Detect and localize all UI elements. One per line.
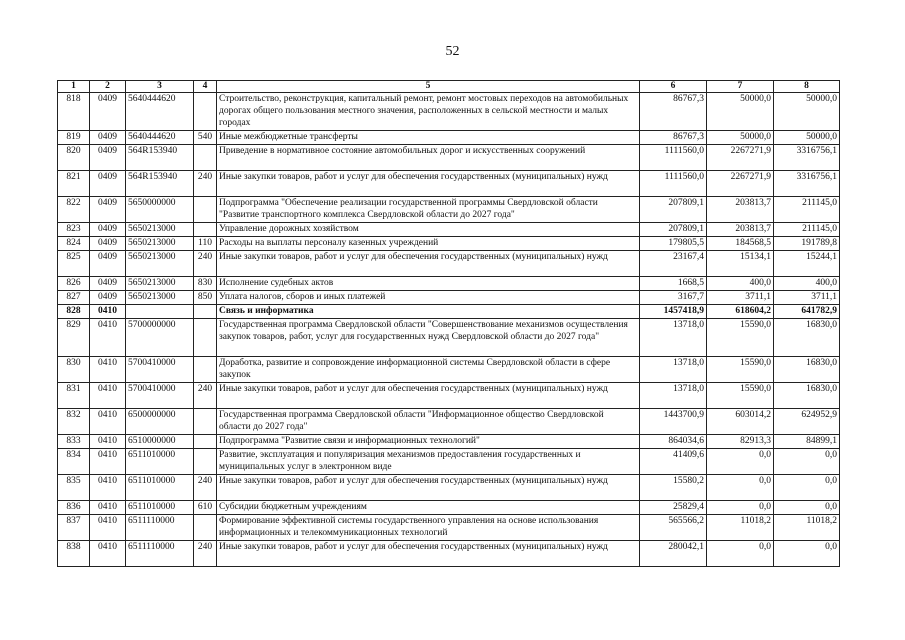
amount-col-8: 84899,1 [774,435,840,449]
amount-col-7: 2267271,9 [707,145,774,171]
amount-col-6: 565566,2 [640,515,707,541]
target-article-code: 5650213000 [126,277,194,291]
budget-table [57,80,840,567]
table-row [58,357,840,383]
item-name: Управление дорожных хозяйством [217,223,640,237]
expense-type-code: 240 [194,541,217,567]
amount-col-7: 50000,0 [707,93,774,131]
header-col-7: 7 [707,81,774,93]
header-col-4: 4 [194,81,217,93]
target-article-code: 5700410000 [126,357,194,383]
amount-col-8: 3316756,1 [774,145,840,171]
amount-col-6: 15580,2 [640,475,707,501]
expense-type-code: 830 [194,277,217,291]
expense-type-code: 240 [194,383,217,409]
section-code: 0410 [90,305,126,319]
amount-col-7: 618604,2 [707,305,774,319]
row-number: 821 [58,171,90,197]
row-number: 819 [58,131,90,145]
section-code: 0409 [90,223,126,237]
row-number: 823 [58,223,90,237]
section-code: 0410 [90,357,126,383]
expense-type-code [194,223,217,237]
row-number: 833 [58,435,90,449]
expense-type-code: 540 [194,131,217,145]
amount-col-7: 203813,7 [707,197,774,223]
amount-col-8: 0,0 [774,541,840,567]
target-article-code: 5650213000 [126,223,194,237]
target-article-code: 5700410000 [126,383,194,409]
amount-col-8: 50000,0 [774,93,840,131]
item-name: Связь и информатика [217,305,640,319]
row-number: 818 [58,93,90,131]
item-name: Исполнение судебных актов [217,277,640,291]
expense-type-code: 610 [194,501,217,515]
amount-col-6: 23167,4 [640,251,707,277]
section-code: 0409 [90,197,126,223]
page-number: 52 [445,44,460,59]
expense-type-code [194,357,217,383]
expense-type-code: 240 [194,171,217,197]
table-row [58,435,840,449]
target-article-code: 564R153940 [126,171,194,197]
row-number: 828 [58,305,90,319]
item-name: Иные закупки товаров, работ и услуг для обеспечения государственных (муниципальных) нужд [217,251,640,277]
table-row [58,541,840,567]
expense-type-code [194,409,217,435]
target-article-code: 5650213000 [126,237,194,251]
amount-col-7: 0,0 [707,501,774,515]
table-row [58,383,840,409]
section-code: 0410 [90,475,126,501]
target-article-code: 6511010000 [126,475,194,501]
item-name: Иные закупки товаров, работ и услуг для обеспечения государственных (муниципальных) нужд [217,171,640,197]
section-code: 0409 [90,171,126,197]
amount-col-7: 0,0 [707,475,774,501]
row-number: 838 [58,541,90,567]
section-code: 0410 [90,383,126,409]
amount-col-8: 16830,0 [774,319,840,357]
item-name: Приведение в нормативное состояние автомобильных дорог и искусственных сооружений [217,145,640,171]
section-code: 0409 [90,291,126,305]
amount-col-8: 641782,9 [774,305,840,319]
expense-type-code: 240 [194,475,217,501]
amount-col-7: 15590,0 [707,357,774,383]
header-col-2: 2 [90,81,126,93]
table-row [58,319,840,357]
table-row [58,93,840,131]
amount-col-6: 280042,1 [640,541,707,567]
amount-col-8: 3711,1 [774,291,840,305]
table-row [58,171,840,197]
target-article-code: 6511010000 [126,449,194,475]
row-number: 835 [58,475,90,501]
header-col-6: 6 [640,81,707,93]
amount-col-6: 3167,7 [640,291,707,305]
item-name: Иные закупки товаров, работ и услуг для обеспечения государственных (муниципальных) нужд [217,475,640,501]
row-number: 825 [58,251,90,277]
item-name: Развитие, эксплуатация и популяризация механизмов предоставления государственных и муниципальных услуг в электронном виде [217,449,640,475]
expense-type-code [194,305,217,319]
amount-col-8: 211145,0 [774,223,840,237]
row-number: 820 [58,145,90,171]
row-number: 826 [58,277,90,291]
amount-col-6: 1443700,9 [640,409,707,435]
amount-col-7: 184568,5 [707,237,774,251]
amount-col-7: 82913,3 [707,435,774,449]
section-code: 0410 [90,319,126,357]
table-row [58,501,840,515]
item-name: Подпрограмма "Развитие связи и информационных технологий" [217,435,640,449]
amount-col-6: 207809,1 [640,223,707,237]
header-col-3: 3 [126,81,194,93]
target-article-code: 5650213000 [126,251,194,277]
table-row [58,197,840,223]
target-article-code: 6511110000 [126,515,194,541]
expense-type-code [194,515,217,541]
item-name: Подпрограмма "Обеспечение реализации государственной программы Свердловской области "Развитие транспортного комплекса Свердловской области до 2027 года" [217,197,640,223]
amount-col-8: 400,0 [774,277,840,291]
expense-type-code [194,435,217,449]
item-name: Строительство, реконструкция, капитальный ремонт, ремонт мостовых переходов на автомобильных дорогах общего пользования местного значения, расположенных в сельской местности и малых городах [217,93,640,131]
expense-type-code [194,145,217,171]
target-article-code: 6511110000 [126,541,194,567]
amount-col-8: 15244,1 [774,251,840,277]
section-code: 0410 [90,409,126,435]
amount-col-6: 1111560,0 [640,145,707,171]
table-row [58,305,840,319]
section-code: 0410 [90,449,126,475]
amount-col-8: 0,0 [774,475,840,501]
target-article-code [126,305,194,319]
item-name: Доработка, развитие и сопровождение информационной системы Свердловской области в сфере закупок [217,357,640,383]
target-article-code: 5640444620 [126,93,194,131]
table-row [58,515,840,541]
amount-col-8: 16830,0 [774,383,840,409]
amount-col-7: 15590,0 [707,319,774,357]
section-code: 0409 [90,145,126,171]
target-article-code: 6511010000 [126,501,194,515]
amount-col-7: 0,0 [707,449,774,475]
amount-col-7: 0,0 [707,541,774,567]
row-number: 836 [58,501,90,515]
amount-col-7: 3711,1 [707,291,774,305]
table-body [58,93,840,567]
expense-type-code [194,93,217,131]
header-col-8: 8 [774,81,840,93]
target-article-code: 5640444620 [126,131,194,145]
amount-col-6: 13718,0 [640,383,707,409]
section-code: 0409 [90,251,126,277]
table-row [58,223,840,237]
amount-col-7: 50000,0 [707,131,774,145]
table-row [58,131,840,145]
item-name: Уплата налогов, сборов и иных платежей [217,291,640,305]
item-name: Иные закупки товаров, работ и услуг для обеспечения государственных (муниципальных) нужд [217,541,640,567]
table-row [58,449,840,475]
table-row [58,475,840,501]
item-name: Расходы на выплаты персоналу казенных учреждений [217,237,640,251]
row-number: 827 [58,291,90,305]
row-number: 822 [58,197,90,223]
amount-col-7: 15134,1 [707,251,774,277]
amount-col-8: 3316756,1 [774,171,840,197]
amount-col-7: 15590,0 [707,383,774,409]
amount-col-6: 864034,6 [640,435,707,449]
amount-col-6: 207809,1 [640,197,707,223]
expense-type-code: 240 [194,251,217,277]
amount-col-6: 86767,3 [640,131,707,145]
item-name: Формирование эффективной системы государственного управления на основе использования информационных и телекоммуникационных технологий [217,515,640,541]
row-number: 834 [58,449,90,475]
row-number: 830 [58,357,90,383]
row-number: 829 [58,319,90,357]
amount-col-7: 203813,7 [707,223,774,237]
expense-type-code [194,449,217,475]
section-code: 0410 [90,541,126,567]
header-col-5: 5 [217,81,640,93]
row-number: 824 [58,237,90,251]
amount-col-8: 0,0 [774,449,840,475]
amount-col-8: 191789,8 [774,237,840,251]
amount-col-6: 13718,0 [640,319,707,357]
amount-col-8: 16830,0 [774,357,840,383]
expense-type-code: 110 [194,237,217,251]
row-number: 831 [58,383,90,409]
amount-col-8: 624952,9 [774,409,840,435]
section-code: 0410 [90,515,126,541]
amount-col-8: 11018,2 [774,515,840,541]
header-col-1: 1 [58,81,90,93]
amount-col-7: 11018,2 [707,515,774,541]
table-row [58,409,840,435]
expense-type-code [194,197,217,223]
amount-col-7: 603014,2 [707,409,774,435]
target-article-code: 564R153940 [126,145,194,171]
row-number: 832 [58,409,90,435]
table-row [58,145,840,171]
table-row [58,251,840,277]
item-name: Иные межбюджетные трансферты [217,131,640,145]
target-article-code: 5700000000 [126,319,194,357]
amount-col-6: 25829,4 [640,501,707,515]
item-name: Субсидии бюджетным учреждениям [217,501,640,515]
table-row [58,291,840,305]
section-code: 0409 [90,93,126,131]
table-row [58,277,840,291]
section-code: 0410 [90,435,126,449]
amount-col-6: 13718,0 [640,357,707,383]
section-code: 0409 [90,131,126,145]
amount-col-8: 50000,0 [774,131,840,145]
section-code: 0409 [90,237,126,251]
amount-col-8: 0,0 [774,501,840,515]
amount-col-6: 41409,6 [640,449,707,475]
amount-col-6: 86767,3 [640,93,707,131]
amount-col-7: 2267271,9 [707,171,774,197]
amount-col-6: 179805,5 [640,237,707,251]
target-article-code: 6500000000 [126,409,194,435]
amount-col-6: 1457418,9 [640,305,707,319]
table-row [58,237,840,251]
header-row [58,81,840,93]
section-code: 0410 [90,501,126,515]
expense-type-code [194,319,217,357]
target-article-code: 6510000000 [126,435,194,449]
item-name: Государственная программа Свердловской области "Информационное общество Свердловской области до 2027 года" [217,409,640,435]
table-header [58,81,840,93]
amount-col-6: 1668,5 [640,277,707,291]
item-name: Иные закупки товаров, работ и услуг для обеспечения государственных (муниципальных) нужд [217,383,640,409]
amount-col-6: 1111560,0 [640,171,707,197]
item-name: Государственная программа Свердловской области "Совершенствование механизмов осуществления закупок товаров, работ, услуг для государственных нужд Свердловской области до 2027 года" [217,319,640,357]
amount-col-7: 400,0 [707,277,774,291]
target-article-code: 5650213000 [126,291,194,305]
expense-type-code: 850 [194,291,217,305]
amount-col-8: 211145,0 [774,197,840,223]
section-code: 0409 [90,277,126,291]
target-article-code: 5650000000 [126,197,194,223]
row-number: 837 [58,515,90,541]
